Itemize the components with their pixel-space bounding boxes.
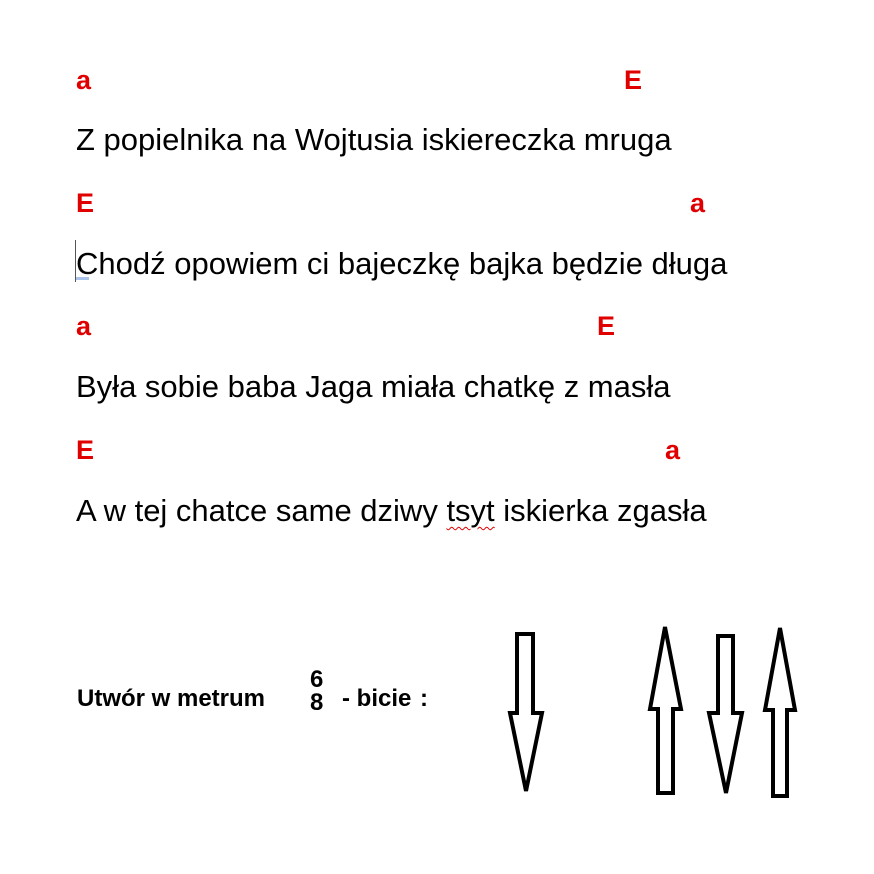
chord-line-2-a: a (690, 188, 706, 218)
strum-label: - bicie (342, 685, 412, 712)
meter-numerator: 6 (310, 666, 324, 693)
up-arrow-icon (650, 627, 681, 793)
lyric-line-4-text-after: iskierka zgasła (494, 493, 707, 528)
lyric-line-4-text-before: A w tej chatce same dziwy (76, 493, 447, 528)
down-arrow-icon (510, 634, 542, 791)
chord-line-4-e: E (76, 435, 95, 465)
strum-colon: : (420, 685, 428, 712)
chord-line-3-a: a (76, 311, 92, 341)
down-arrow-icon (709, 636, 742, 793)
meter-label: Utwór w metrum (77, 685, 266, 712)
chord-line-1-e: E (624, 65, 643, 95)
lyric-line-2-text: Chodź opowiem ci bajeczkę bajka będzie długa (76, 246, 728, 281)
lyric-line-3-text: Była sobie baba Jaga miała chatkę z masła (76, 369, 671, 404)
meter-denominator: 8 (310, 689, 324, 716)
chord-line-2-e: E (76, 188, 95, 218)
lyric-line-1-text: Z popielnika na Wojtusia iskiereczka mruga (76, 122, 672, 157)
chord-line-1-a: a (76, 65, 92, 95)
chord-line-3-e: E (597, 311, 616, 341)
chord-line-4-a: a (665, 435, 681, 465)
misspelled-word[interactable]: tsyt (446, 493, 495, 528)
up-arrow-icon (765, 628, 795, 796)
